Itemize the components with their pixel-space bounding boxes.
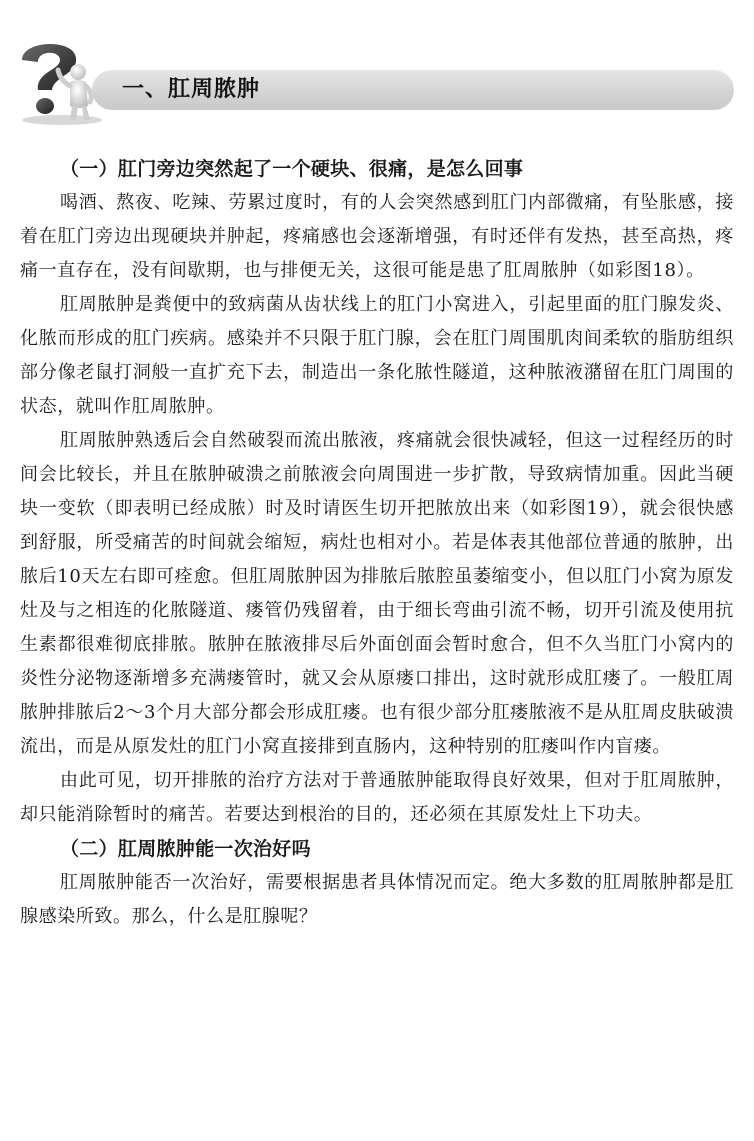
- subsection-title-1: （一）肛门旁边突然起了一个硬块、很痛，是怎么回事: [60, 158, 524, 180]
- paragraph: 喝酒、熬夜、吃辣、劳累过度时，有的人会突然感到肛门内部微痛，有坠胀感，接着在肛门旁边出现硬块并肿起，疼痛感也会逐渐增强，有时还伴有发热，甚至高热，疼痛一直存在，没有间歇期，也与排便无关，这很可能是患了肛周脓肿（如彩图18）。: [20, 192, 734, 281]
- paragraph: 肛周脓肿熟透后会自然破裂而流出脓液，疼痛就会很快减轻，但这一过程经历的时间会比较长，并且在脓肿破溃之前脓液会向周围进一步扩散，导致病情加重。因此当硬块一变软（即表明已经成脓）时及时请医生切开把脓放出来（如彩图19），就会很快感到舒服，所受痛苦的时间就会缩短，病灶也相对小。若是体表其他部位普通的脓肿，出脓后10天左右即可痊愈。但肛周脓肿因为排脓后脓腔虽萎缩变小，但以肛门小窝为原发灶及与之相连的化脓隧道、瘘管仍残留着，由于细长弯曲引流不畅，切开引流及使用抗生素都很难彻底排脓。脓肿在脓液排尽后外面创面会暂时愈合，但不久当肛门小窝内的炎性分泌物逐渐增多充满瘘管时，就又会从原瘘口排出，这时就形成肛瘘了。一般肛周脓肿排脓后2～3个月大部分都会形成肛瘘。也有很少部分肛瘘脓液不是从肛周皮肤破溃流出，而是从原发灶的肛门小窝直接排到直肠内，这种特别的肛瘘叫作内盲瘘。: [20, 430, 734, 757]
- subsection-title-2: （二）肛周脓肿能一次治好吗: [60, 838, 311, 860]
- paragraph: 肛周脓肿是粪便中的致病菌从齿状线上的肛门小窝进入，引起里面的肛门腺发炎、化脓而形成的肛门疾病。感染并不只限于肛门腺，会在肛门周围肌肉间柔软的脂肪组织部分像老鼠打洞般一直扩充下去，制造出一条化脓性隧道，这种脓液潴留在肛门周围的状态，就叫作肛周脓肿。: [20, 294, 734, 417]
- section-header: [0, 0, 754, 140]
- section-title: 一、肛周脓肿: [122, 77, 261, 102]
- paragraph: 肛周脓肿能否一次治好，需要根据患者具体情况而定。绝大多数的肛周脓肿都是肛腺感染所致。那么，什么是肛腺呢？: [20, 872, 734, 927]
- paragraph: 由此可见，切开排脓的治疗方法对于普通脓肿能取得良好效果，但对于肛周脓肿，却只能消除暂时的痛苦。若要达到根治的目的，还必须在其原发灶上下功夫。: [20, 770, 734, 825]
- article-body: [20, 152, 734, 934]
